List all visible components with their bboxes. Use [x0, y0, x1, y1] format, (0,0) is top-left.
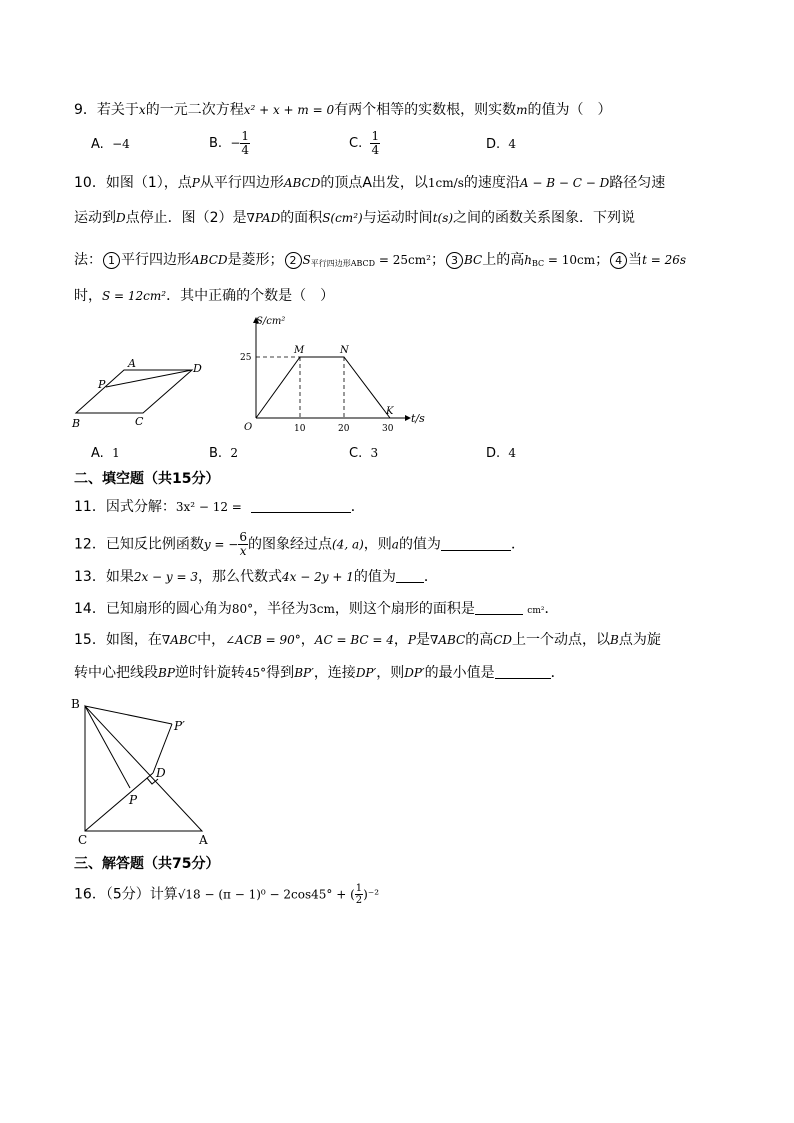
q12: 12．已知反比例函数y = − $\frac{6}{x}$ 的图象经过点(4, a)，则a的值为 ． — [74, 530, 525, 558]
label-p: P — [98, 378, 106, 391]
label-m: M — [294, 345, 305, 356]
label-p: P — [129, 793, 138, 807]
q15-line-1: 15．如图，在∇ABC中，∠ACB = 90°，AC = BC = 4，P是∇ABC的高CD上一个动点，以B点为旋 — [74, 632, 661, 648]
label-b: B — [71, 697, 80, 711]
y-axis-label: S/cm² — [256, 316, 286, 327]
label-a: A — [128, 357, 136, 370]
q9-option-b: B. − $\frac{1}{4}$ — [209, 129, 250, 157]
q10-option-d: D. 4 — [486, 446, 517, 461]
q10-figure-graph — [238, 310, 438, 438]
section-solution-title: 三、解答题（共75分） — [74, 856, 220, 872]
label-a: A — [199, 833, 208, 846]
label-c: C — [135, 415, 144, 428]
label-n: N — [340, 345, 349, 356]
q14-answer-blank[interactable] — [475, 602, 523, 615]
label-k: K — [386, 406, 394, 417]
segment-pd — [106, 370, 192, 387]
label-d: D — [156, 766, 166, 780]
q10-line-3: 法： 1 平行四边形ABCD是菱形； 2 $S_{平行四边形ABCD} = 25cm^2$； 3 BC上的高$h_{BC} = 10cm$； 4 当t = 26s — [74, 252, 687, 268]
q10-line-2: 运动到D点停止．图（2）是∇PAD的面积S(cm²)与运动时间t(s)之间的函数关系图象．下列说 — [74, 210, 636, 226]
q15-answer-blank[interactable] — [495, 666, 551, 679]
q10-option-a: A. 1 — [91, 446, 120, 461]
q10-figure-parallelogram — [68, 355, 208, 435]
circled-2: 2 — [285, 252, 302, 269]
tick-25: 25 — [240, 353, 252, 363]
parallelogram-abcd — [76, 370, 192, 413]
q14: 14．已知扇形的圆心角为80°，半径为3cm，则这个扇形的面积是 cm²． — [74, 601, 559, 617]
circled-3: 3 — [446, 252, 463, 269]
q9-stem: 9．若关于x的一元二次方程x² + x + m = 0有两个相等的实数根，则实数m的值为（ ） — [74, 102, 612, 118]
section-fill-in-title: 二、填空题（共15分） — [74, 471, 220, 487]
tick-10: 10 — [294, 424, 306, 434]
tick-30: 30 — [382, 424, 394, 434]
q10-line-1: 10．如图（1），点P从平行四边形ABCD的顶点A出发，以1cm/s的速度沿A − B − C − D路径匀速 — [74, 175, 666, 191]
q10-line-4: 时，S = 12cm²．其中正确的个数是（ ） — [74, 288, 335, 304]
x-axis-label: t/s — [411, 412, 425, 425]
label-d: D — [193, 362, 202, 375]
circled-1: 1 — [103, 252, 120, 269]
q15-figure-triangle — [68, 694, 218, 846]
label-p-prime: P′ — [174, 719, 185, 733]
q10-option-b: B. 2 — [209, 446, 238, 461]
circled-4: 4 — [610, 252, 627, 269]
q11: 11．因式分解：3x² − 12 = ． — [74, 499, 365, 515]
q15-line-2: 转中心把线段BP逆时针旋转45°得到BP′，连接DP′，则DP′的最小值是 ． — [74, 665, 565, 681]
label-o: O — [244, 422, 253, 433]
segment-bp-prime — [85, 706, 172, 724]
q9-option-d: D. 4 — [486, 137, 517, 152]
q16: 16．（5分）计算√18 − (π − 1)⁰ − 2cos45° + ( $\frac{1}{2}$ )⁻² — [74, 883, 379, 906]
q13-answer-blank[interactable] — [396, 570, 424, 583]
q11-answer-blank[interactable] — [251, 500, 351, 513]
label-c: C — [78, 833, 88, 846]
q13: 13．如果2x − y = 3，那么代数式4x − 2y + 1的值为 ． — [74, 569, 438, 585]
q9-option-a: A. −4 — [91, 137, 130, 152]
q12-answer-blank[interactable] — [441, 538, 511, 551]
q10-option-c: C. 3 — [349, 446, 379, 461]
label-b: B — [72, 417, 81, 430]
tick-20: 20 — [338, 424, 350, 434]
altitude-cd — [85, 773, 153, 831]
q9-option-c: C. $\frac{1}{4}$ — [349, 129, 380, 157]
graph-line — [256, 357, 390, 418]
